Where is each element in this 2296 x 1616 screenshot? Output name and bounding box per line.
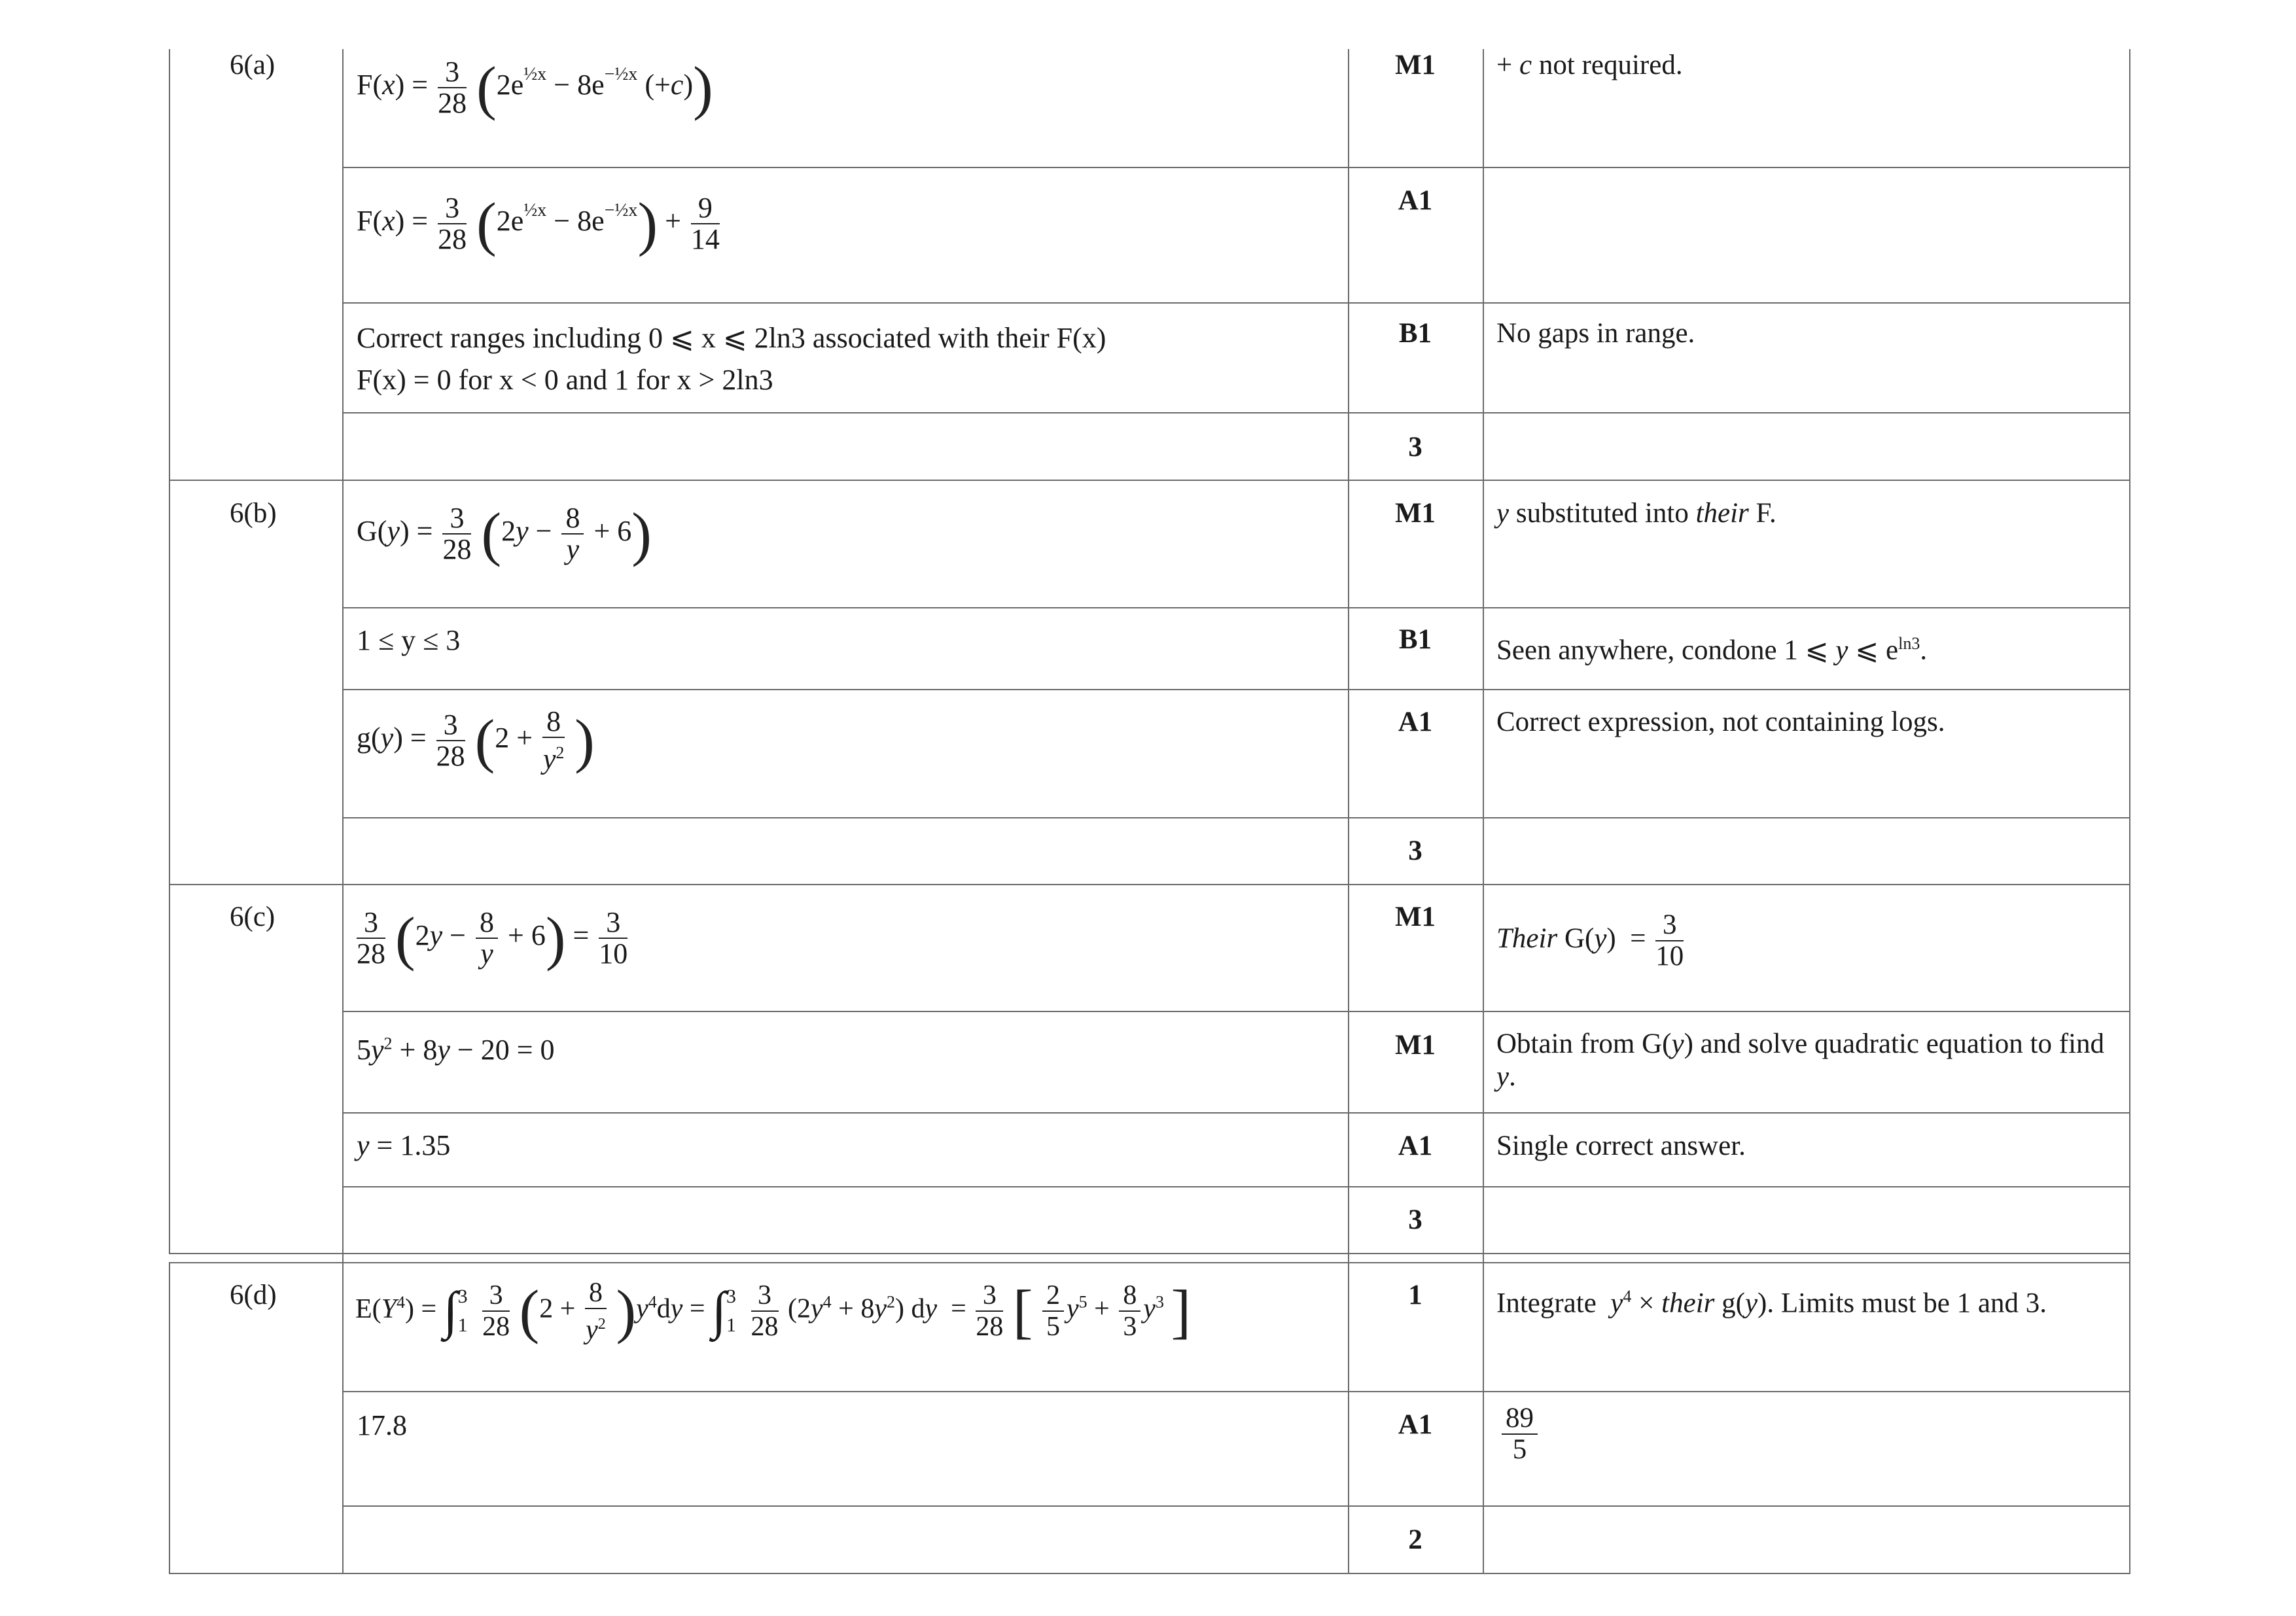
numerator: 3 <box>751 1280 779 1312</box>
guidance-text: Obtain from G(y) and solve quadratic equation to find y. <box>1496 1028 2105 1092</box>
fraction <box>1655 910 1684 972</box>
numerator: 2 <box>1042 1280 1064 1312</box>
numerator: 3 <box>442 503 471 535</box>
mark-scheme-table <box>169 49 2130 1574</box>
answer-quadratic: $5y^2 + 8y - 20 = 0$ <box>357 1034 555 1066</box>
answer-value: 17.8 <box>357 1409 407 1441</box>
row-divider <box>342 1505 2130 1507</box>
mark-code: M1 <box>1394 902 1436 932</box>
question-number: 6(c) <box>230 902 275 932</box>
mark-code: B1 <box>1398 624 1432 655</box>
fraction <box>561 503 584 565</box>
mark-total: 2 <box>1408 1524 1422 1555</box>
denominator: 28 <box>357 938 385 970</box>
answer-line: Correct ranges including 0 ⩽ x ⩽ 2ln3 associated with their F(x) <box>357 322 1106 354</box>
numerator: 89 <box>1502 1403 1538 1435</box>
fraction <box>436 710 465 771</box>
mark-total: 3 <box>1408 432 1422 463</box>
table-border-right <box>2129 49 2130 1574</box>
table-border-left-lower <box>169 1262 170 1574</box>
denominator: 28 <box>976 1312 1004 1342</box>
numerator: 8 <box>1119 1280 1140 1312</box>
guidance-formula: Their G(y) = $\frac{3}{10}$ <box>1496 909 1684 972</box>
mark-code: M1 <box>1394 50 1436 80</box>
fraction <box>357 907 385 969</box>
denominator: 3 <box>1123 1312 1137 1342</box>
mark-code: M1 <box>1394 1030 1436 1061</box>
denominator: 28 <box>482 1312 510 1342</box>
numerator: 3 <box>599 907 627 939</box>
fraction <box>599 907 627 969</box>
fraction <box>442 503 471 565</box>
answer-formula-pdf: g(y) = $\frac{3}{28}$ (2 + $\frac{8}{y^2}$ ) <box>357 705 595 775</box>
denominator: y <box>480 938 493 970</box>
mark-code: 1 <box>1408 1280 1422 1310</box>
row-divider <box>342 689 2130 690</box>
fraction <box>438 193 467 255</box>
answer-line: F(x) = 0 for x < 0 and 1 for x > 2ln3 <box>357 364 773 396</box>
denominator: $y^2$ <box>542 743 565 775</box>
fraction <box>482 1280 510 1342</box>
column-divider-answer <box>1348 49 1349 1574</box>
denominator: 14 <box>690 223 720 255</box>
numerator: 3 <box>436 710 465 741</box>
column-divider-question <box>342 49 344 1574</box>
guidance-text: Single correct answer. <box>1496 1131 1746 1161</box>
numerator: 8 <box>476 907 498 939</box>
denominator: 5 <box>1512 1434 1527 1465</box>
question-divider <box>169 1253 2130 1254</box>
fraction <box>542 707 565 775</box>
numerator: 3 <box>357 907 385 939</box>
fraction <box>976 1280 1003 1342</box>
table-border-bottom <box>169 1573 2130 1574</box>
denominator: 10 <box>599 938 628 970</box>
denominator: 28 <box>436 740 465 772</box>
guidance-text: Correct expression, not containing logs. <box>1496 707 1945 737</box>
row-divider <box>342 1011 2130 1012</box>
guidance-text: y substituted into their F. <box>1496 498 1776 529</box>
row-divider <box>342 302 2130 304</box>
answer-value: y = 1.35 <box>357 1129 451 1161</box>
guidance-text: No gaps in range. <box>1496 318 1695 349</box>
numerator: 8 <box>585 1278 607 1309</box>
fraction <box>1042 1280 1064 1342</box>
answer-equation-median: $\frac{3}{28}$ (2y − $\frac{8}{y}$ + 6) = $\frac{3}{10}$ <box>357 905 628 972</box>
column-divider-marks <box>1483 49 1484 1574</box>
row-divider <box>342 1112 2130 1114</box>
mark-total: 3 <box>1408 835 1422 866</box>
denominator: y <box>566 533 580 565</box>
numerator: 3 <box>976 1280 1003 1312</box>
fraction <box>585 1278 607 1345</box>
numerator: 3 <box>482 1280 510 1312</box>
answer-formula-cdf: F(x) = $\frac{3}{28}$ ($2e^{\frac{1}{2}x} - 8e^{-\frac{1}{2}x}$ (+c)) <box>357 54 713 121</box>
mark-total: 3 <box>1408 1204 1422 1235</box>
guidance-text: + c not required. <box>1496 50 1683 80</box>
denominator: 28 <box>438 87 467 119</box>
numerator: 8 <box>561 503 584 535</box>
numerator: 8 <box>542 707 565 738</box>
fraction <box>751 1280 779 1342</box>
denominator: 28 <box>438 223 467 255</box>
mark-code: M1 <box>1394 498 1436 529</box>
answer-range: 1 ≤ y ≤ 3 <box>357 624 461 656</box>
fraction <box>476 907 498 969</box>
fraction <box>691 193 720 255</box>
mark-code: A1 <box>1398 1409 1433 1440</box>
denominator: 5 <box>1046 1312 1060 1342</box>
row-divider <box>342 607 2130 608</box>
question-number: 6(a) <box>230 50 275 80</box>
denominator: 28 <box>751 1312 779 1342</box>
question-number: 6(b) <box>230 498 277 529</box>
fraction <box>1502 1403 1538 1465</box>
numerator: 3 <box>1655 910 1684 941</box>
denominator: 10 <box>1655 941 1684 972</box>
guidance-fraction <box>1499 1403 2108 1465</box>
answer-formula-G: G(y) = $\frac{3}{28}$ (2y − $\frac{8}{y}$ + 6) <box>357 501 652 567</box>
row-divider <box>342 1186 2130 1187</box>
numerator: 3 <box>438 193 467 224</box>
fraction <box>1119 1280 1140 1342</box>
mark-code: B1 <box>1398 318 1432 349</box>
numerator: 3 <box>438 57 467 88</box>
fraction <box>438 57 467 118</box>
row-divider <box>342 817 2130 818</box>
answer-ranges <box>357 317 1106 401</box>
denominator: $y^2$ <box>586 1314 606 1345</box>
denominator: 28 <box>442 533 472 565</box>
answer-integral: $E(Y^4)$ = ∫ 3 1 $\frac{3}{28}$ (2 + $\frac{8}{y^2}$ )$y^4dy$ = ∫ 3 1 $\frac{3}{28}$ $(2y^4 + 8y^2)$ dy = $\frac{3}{28}$ [ $\frac{2}{5}$ $y^5$ + $\frac{8}{3}$ $y^3$ ] <box>355 1277 1192 1345</box>
row-divider <box>342 1391 2130 1392</box>
question-number: 6(d) <box>230 1280 277 1310</box>
question-divider <box>169 1262 2130 1263</box>
guidance-text: Integrate $y^4$ × their g(y). Limits must be 1 and 3. <box>1496 1287 2047 1319</box>
row-divider <box>342 412 2130 413</box>
mark-code: A1 <box>1398 185 1433 216</box>
question-divider <box>169 480 2130 481</box>
row-divider <box>342 167 2130 168</box>
answer-formula-cdf-constant: F(x) = $\frac{3}{28}$ $(2e^{\frac{1}{2}x} - 8e^{-\frac{1}{2}x})$ + $\frac{9}{14}$ <box>357 190 720 257</box>
guidance-text: Seen anywhere, condone 1 ⩽ y ⩽ $e^{ln3}$. <box>1496 634 1928 666</box>
numerator: 9 <box>691 193 720 224</box>
question-divider <box>169 884 2130 885</box>
table-border-left <box>169 49 170 1253</box>
mark-code: A1 <box>1398 707 1433 737</box>
mark-code: A1 <box>1398 1131 1433 1161</box>
